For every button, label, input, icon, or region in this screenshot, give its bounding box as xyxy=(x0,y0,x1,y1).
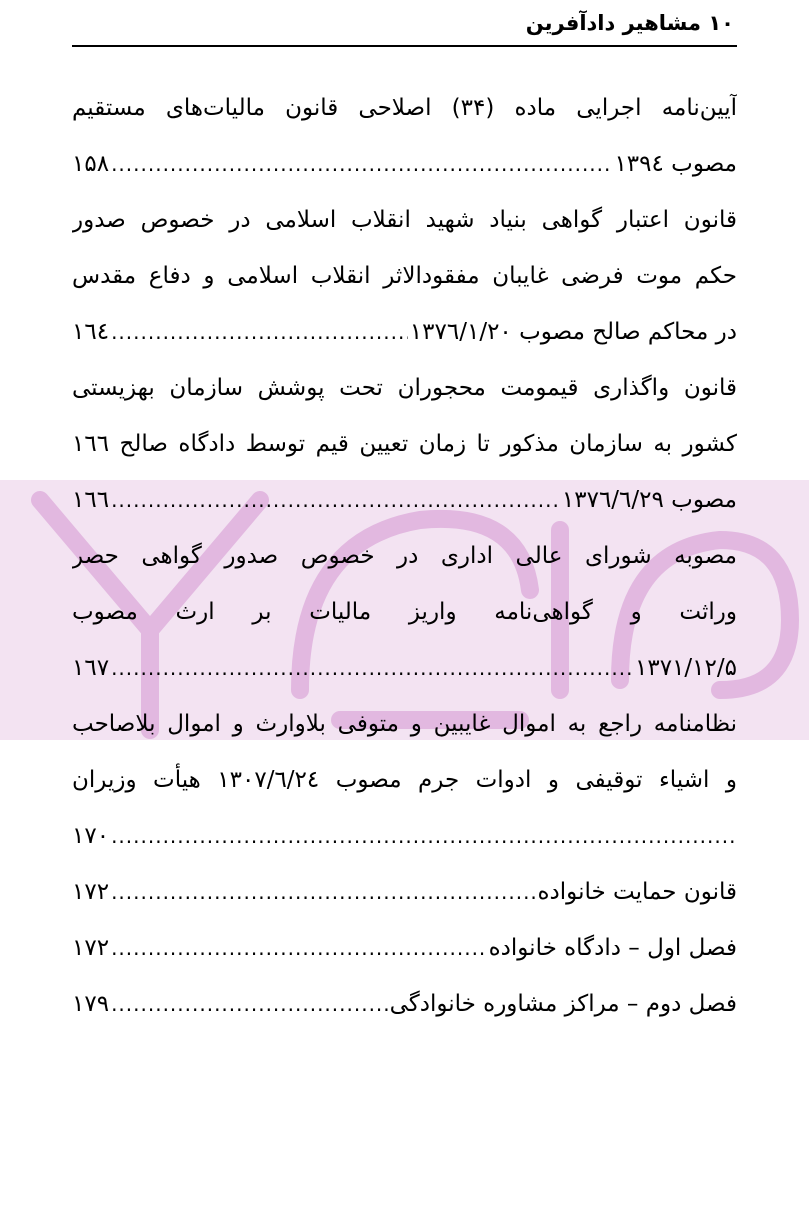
page-number: ۱۷۰ xyxy=(72,823,110,849)
entry-last-line xyxy=(72,920,737,976)
entry-title-end: در محاکم صالح مصوب ۱۳۷٦/۱/۲۰ xyxy=(409,319,737,345)
entry-title-end: مصوب ۱۳۷٦/٦/۲۹ xyxy=(561,487,737,513)
page-number: ۱۷۹ xyxy=(72,991,110,1017)
entry-title-end: فصل اول – دادگاه خانواده xyxy=(488,935,737,961)
dot-leader xyxy=(111,640,633,696)
toc-entry[interactable] xyxy=(72,696,737,864)
page-number: ۱۷۲ xyxy=(72,935,110,961)
entry-last-line xyxy=(72,472,737,528)
dot-leader xyxy=(111,864,535,920)
entry-title-line: حکم موت فرضی غایبان مفقودالاثر انقلاب اسلامی و دفاع مقدس xyxy=(72,263,737,289)
running-header: ۱۰ مشاهیر دادآفرین xyxy=(525,11,734,35)
entry-last-line xyxy=(72,808,737,864)
entry-last-line xyxy=(72,136,737,192)
dot-leader xyxy=(111,304,408,360)
entry-title-line: و اشیاء توقیفی و ادوات جرم مصوب ۱۳۰۷/٦/۲٤ هیأت وزیران xyxy=(72,767,737,793)
entry-last-line xyxy=(72,304,737,360)
page-number: ۱٦٦ xyxy=(72,487,110,513)
dot-leader xyxy=(111,136,612,192)
entry-title-end: فصل دوم – مراکز مشاوره خانوادگی xyxy=(389,991,737,1017)
toc-entry[interactable] xyxy=(72,976,737,1032)
toc-list xyxy=(72,80,737,1032)
entry-title-line: قانون واگذاری قیمومت محجوران تحت پوشش سازمان بهزیستی xyxy=(72,375,737,401)
entry-title-line: وراثت و گواهی‌نامه واریز مالیات بر ارث مصوب xyxy=(72,599,737,625)
entry-title-line: نظامنامه راجع به اموال غایبین و متوفی بلاوارث و اموال بلاصاحب xyxy=(72,711,737,737)
entry-title-end: ۱۳۷۱/۱۲/۵ xyxy=(635,655,737,681)
toc-entry[interactable] xyxy=(72,528,737,696)
entry-last-line xyxy=(72,864,737,920)
header-rule xyxy=(72,45,737,47)
entry-title-line: کشور به سازمان مذکور تا زمان تعیین قیم توسط دادگاه صالح ۱٦٦ xyxy=(72,431,737,457)
entry-title-line: آیین‌نامه اجرایی ماده (۳۴) اصلاحی قانون مالیات‌های مستقیم xyxy=(72,95,737,121)
dot-leader xyxy=(111,808,735,864)
page-number: ۱۵۸ xyxy=(72,151,110,177)
entry-last-line xyxy=(72,640,737,696)
page-number: ۱٦٤ xyxy=(72,319,110,345)
toc-entry[interactable] xyxy=(72,192,737,360)
dot-leader xyxy=(111,920,487,976)
dot-leader xyxy=(111,976,388,1032)
toc-entry[interactable] xyxy=(72,80,737,192)
entry-title-line: مصوبه شورای عالی اداری در خصوص صدور گواهی حصر xyxy=(72,543,737,569)
toc-entry[interactable] xyxy=(72,920,737,976)
entry-title-end: قانون حمایت خانواده xyxy=(537,879,737,905)
toc-entry[interactable] xyxy=(72,864,737,920)
toc-entry[interactable] xyxy=(72,360,737,528)
entry-title-line: قانون اعتبار گواهی بنیاد شهید انقلاب اسلامی در خصوص صدور xyxy=(72,207,737,233)
entry-title-end: مصوب ۱۳۹٤ xyxy=(614,151,737,177)
dot-leader xyxy=(111,472,560,528)
page-number: ۱۷۲ xyxy=(72,879,110,905)
entry-last-line xyxy=(72,976,737,1032)
page-number: ۱٦۷ xyxy=(72,655,110,681)
